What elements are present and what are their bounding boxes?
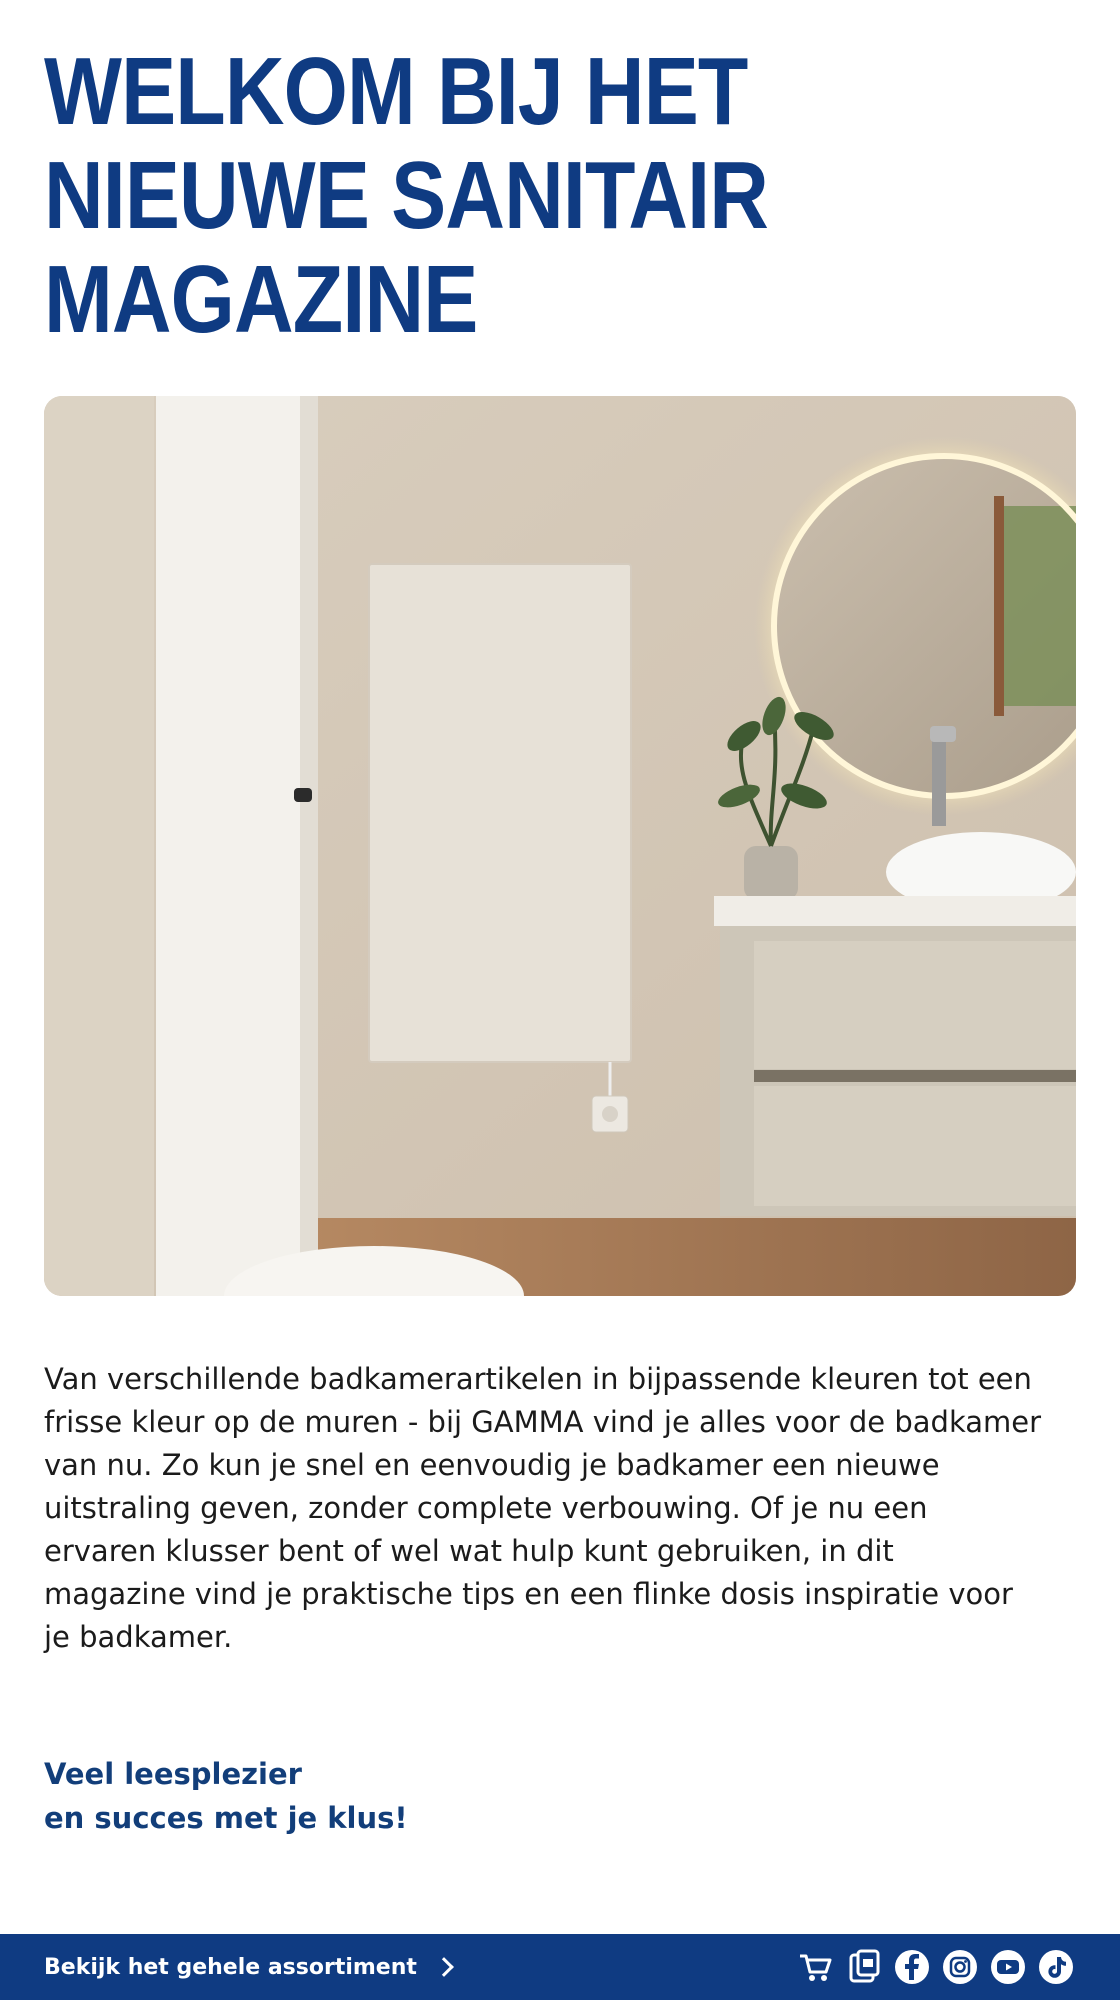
footer-bar [0, 1934, 1120, 2000]
title-line-1: WELKOM BIJ HET [44, 38, 748, 145]
bathroom-illustration [44, 396, 1076, 1296]
bathroom-hero-image [44, 396, 1076, 1296]
footer-icons [796, 1947, 1076, 1987]
view-assortment-label: Bekijk het gehele assortiment [44, 1954, 417, 1980]
closing-message [44, 1752, 944, 1840]
closing-line-1: Veel leesplezier [44, 1757, 302, 1791]
tiktok-icon[interactable] [1036, 1947, 1076, 1987]
cart-icon[interactable] [796, 1947, 836, 1987]
title-line-3: MAGAZINE [44, 246, 478, 353]
instagram-icon[interactable] [940, 1947, 980, 1987]
intro-paragraph: Van verschillende badkamerartikelen in bijpassende kleuren tot een frisse kleur op de muren - bij GAMMA vind je alles voor de badkamer van nu. Zo kun je snel en eenvoudig je badkamer een nieuwe uitstraling geven, zonder complete verbouwing. Of je nu een ervaren klusser bent of wel wat hulp kunt gebruiken, in dit magazine vind je praktische tips en een flinke dosis inspiratie voor je badkamer. [44, 1362, 1042, 1654]
page-title [44, 40, 904, 352]
closing-line-2: en succes met je klus! [44, 1801, 408, 1835]
title-line-2: NIEUWE SANITAIR [44, 142, 769, 249]
chevron-right-icon [434, 1957, 454, 1977]
youtube-icon[interactable] [988, 1947, 1028, 1987]
facebook-icon[interactable] [892, 1947, 932, 1987]
view-assortment-link[interactable] [44, 1955, 451, 1980]
store-icon[interactable] [844, 1947, 884, 1987]
